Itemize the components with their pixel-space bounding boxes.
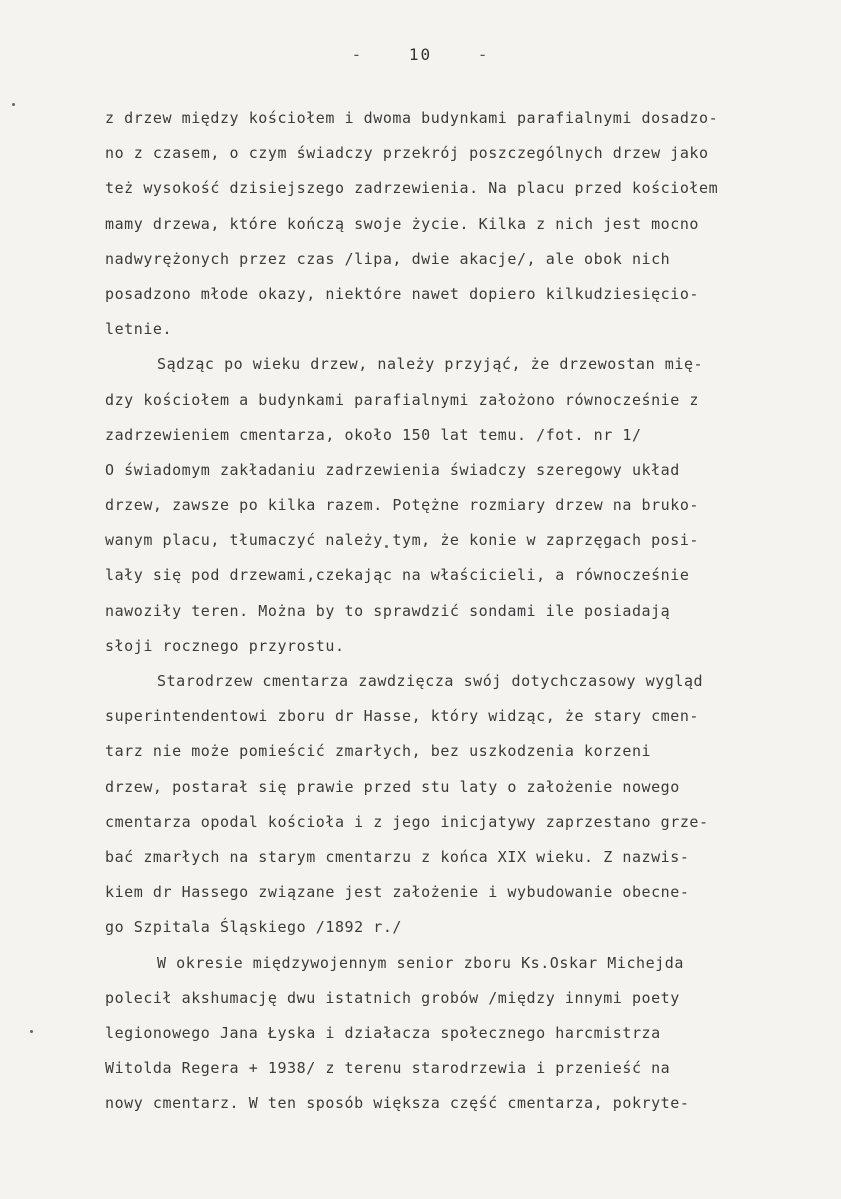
page-number-dash-right: - — [477, 45, 490, 64]
text-line: Witolda Regera + 1938/ z terenu starodrzewia i przenieść na — [105, 1059, 671, 1078]
text-line: dzy kościołem a budynkami parafialnymi założono równocześnie z — [105, 390, 700, 409]
text-line: nowy cmentarz. W ten sposób większa część cmentarza, pokryte- — [105, 1094, 690, 1113]
text-line: tarz nie może pomieścić zmarłych, bez uszkodzenia korzeni — [105, 742, 652, 761]
text-line: drzew, zawsze po kilka razem. Potężne rozmiary drzew na bruko- — [105, 496, 700, 515]
text-line: drzew, postarał się prawie przed stu laty o założenie nowego — [105, 777, 680, 796]
page-number-dash-left: - — [351, 45, 364, 64]
text-line: z drzew między kościołem i dwoma budynkami parafialnymi dosadzo- — [105, 109, 719, 127]
text-line: polecił akshumację dwu istatnich grobów /między innymi poety — [105, 988, 680, 1007]
text-line: bać zmarłych na starym cmentarzu z końca XIX wieku. Z nazwis- — [105, 847, 690, 866]
margin-speck — [30, 1030, 33, 1033]
page-number-header — [0, 45, 841, 64]
text-line: lały się pod drzewami,czekając na właścicieli, a równocześnie — [105, 566, 690, 585]
text-line: mamy drzewa, które kończą swoje życie. Kilka z nich jest mocno — [105, 214, 700, 233]
text-line: go Szpitala Śląskiego /1892 r./ — [105, 918, 403, 937]
text-line: posadzono młode okazy, niektóre nawet dopiero kilkudziesięcio- — [105, 284, 700, 303]
paragraph-first-line: Sądząc po wieku drzew, należy przyjąć, że drzewostan mię- — [157, 355, 704, 374]
body-text — [105, 101, 795, 1121]
paragraph-first-line: Starodrzew cmentarza zawdzięcza swój dotychczasowy wygląd — [157, 672, 704, 690]
text-line: cmentarza opodal kościoła i z jego inicjatywy zaprzestano grze- — [105, 812, 709, 831]
text-line: legionowego Jana Łyska i działacza społecznego harcmistrza — [105, 1023, 661, 1042]
text-line: nawoziły teren. Można by to sprawdzić sondami ile posiadają — [105, 601, 671, 620]
text-line: nadwyrężonych przez czas /lipa, dwie akacje/, ale obok nich — [105, 249, 671, 268]
text-line: superintendentowi zboru dr Hasse, który widząc, że stary cmen- — [105, 707, 700, 726]
margin-speck — [12, 103, 15, 106]
text-line: O świadomym zakładaniu zadrzewienia świadczy szeregowy układ — [105, 460, 680, 479]
text-line: no z czasem, o czym świadczy przekrój poszczególnych drzew jako — [105, 144, 709, 163]
text-line: też wysokość dzisiejszego zadrzewienia. Na placu przed kościołem — [105, 179, 719, 198]
text-line: zadrzewieniem cmentarza, około 150 lat temu. /fot. nr 1/ — [105, 425, 642, 444]
text-line: wanym placu, tłumaczyć należy tym, że konie w zaprzęgach posi- — [105, 531, 700, 550]
text-line: kiem dr Hassego związane jest założenie i wybudowanie obecne- — [105, 883, 690, 902]
text-line: słoji rocznego przyrostu. — [105, 636, 345, 655]
text-line: letnie. — [105, 320, 173, 339]
page-number: 10 — [408, 45, 433, 64]
paragraph-first-line: W okresie międzywojennym senior zboru Ks.Oskar Michejda — [157, 953, 684, 972]
